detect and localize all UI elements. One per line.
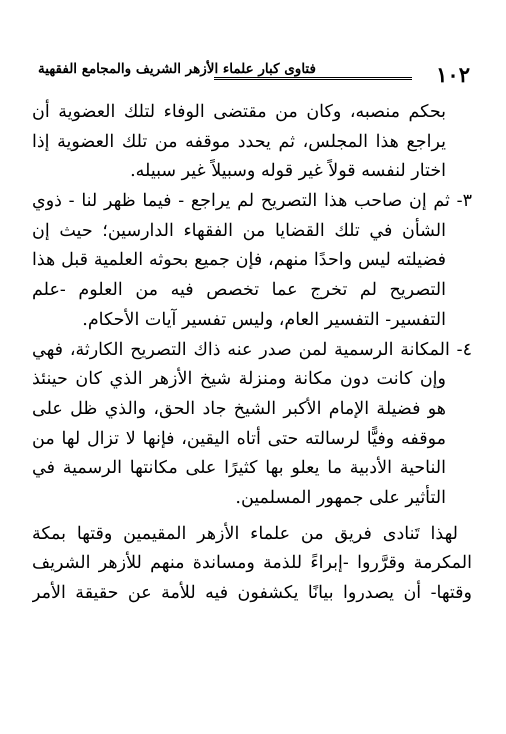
text-line: ٤- المكانة الرسمية لمن صدر عنه ذاك التصريح الكارثة، فهي (32, 339, 472, 360)
text-line: الناحية الأدبية ما يعلو بها كثيرًا على مكانتها الرسمية في (32, 458, 446, 479)
text-line: يراجع هذا المجلس، ثم يحدد موقفه من تلك العضوية إذا (32, 131, 446, 152)
page-header (38, 58, 470, 88)
text-line: وقتها- أن يصدروا بيانًا يكشفون فيه للأمة عن حقيقة الأمر (32, 583, 472, 603)
list-item-3 (32, 187, 472, 335)
text-line: التفسير- التفسير العام، وليس تفسير آيات الأحكام. (82, 309, 446, 330)
text-line: ٣- ثم إن صاحب هذا التصريح لم يراجع - فيما ظهر لنا - ذوي (32, 191, 472, 212)
text-line: الشأن في تلك القضايا من الفقهاء الدارسين؛ حيث إن (32, 220, 446, 241)
text-line: بحكم منصبه، وكان من مقتضى الوفاء لتلك العضوية أن (32, 102, 446, 122)
text-line: المكرمة وقرَّروا -إبراءً للذمة ومساندة منهم للأزهر الشريف (32, 553, 472, 574)
text-line: التأثير على جمهور المسلمين. (235, 487, 446, 508)
list-item-4 (32, 336, 472, 514)
running-title: فتاوى كبار علماء الأزهر الشريف والمجامع الفقهية (38, 61, 316, 77)
text-line: لهذا تَنادى فريق من علماء الأزهر المقيمين وقتها بمكة (32, 523, 458, 544)
page-number: ١٠٢ (436, 62, 470, 87)
text-line: اختار لنفسه قولاً غير قوله وسبيلاً غير سبيله. (130, 161, 446, 182)
text-line: موقفه وفيًّا لرسالته حتى أتاه اليقين، فإنها لا تزال لها من (32, 428, 446, 449)
text-line: وإن كانت دون مكانة ومنزلة شيخ الأزهر الذي كان حينئذ (32, 369, 446, 390)
text-line: فضيلته ليس واحدًا منهم، فإن جميع بحوثه العلمية قبل هذا (32, 250, 446, 271)
body-text (32, 98, 472, 609)
text-line: التصريح لم تخرج عما تخصص فيه من العلوم -علم (32, 280, 446, 301)
paragraph-continuation (32, 98, 472, 187)
header-rule (214, 77, 412, 80)
text-line: هو فضيلة الإمام الأكبر الشيخ جاد الحق، والذي ظل على (32, 398, 446, 419)
paragraph (32, 520, 472, 609)
